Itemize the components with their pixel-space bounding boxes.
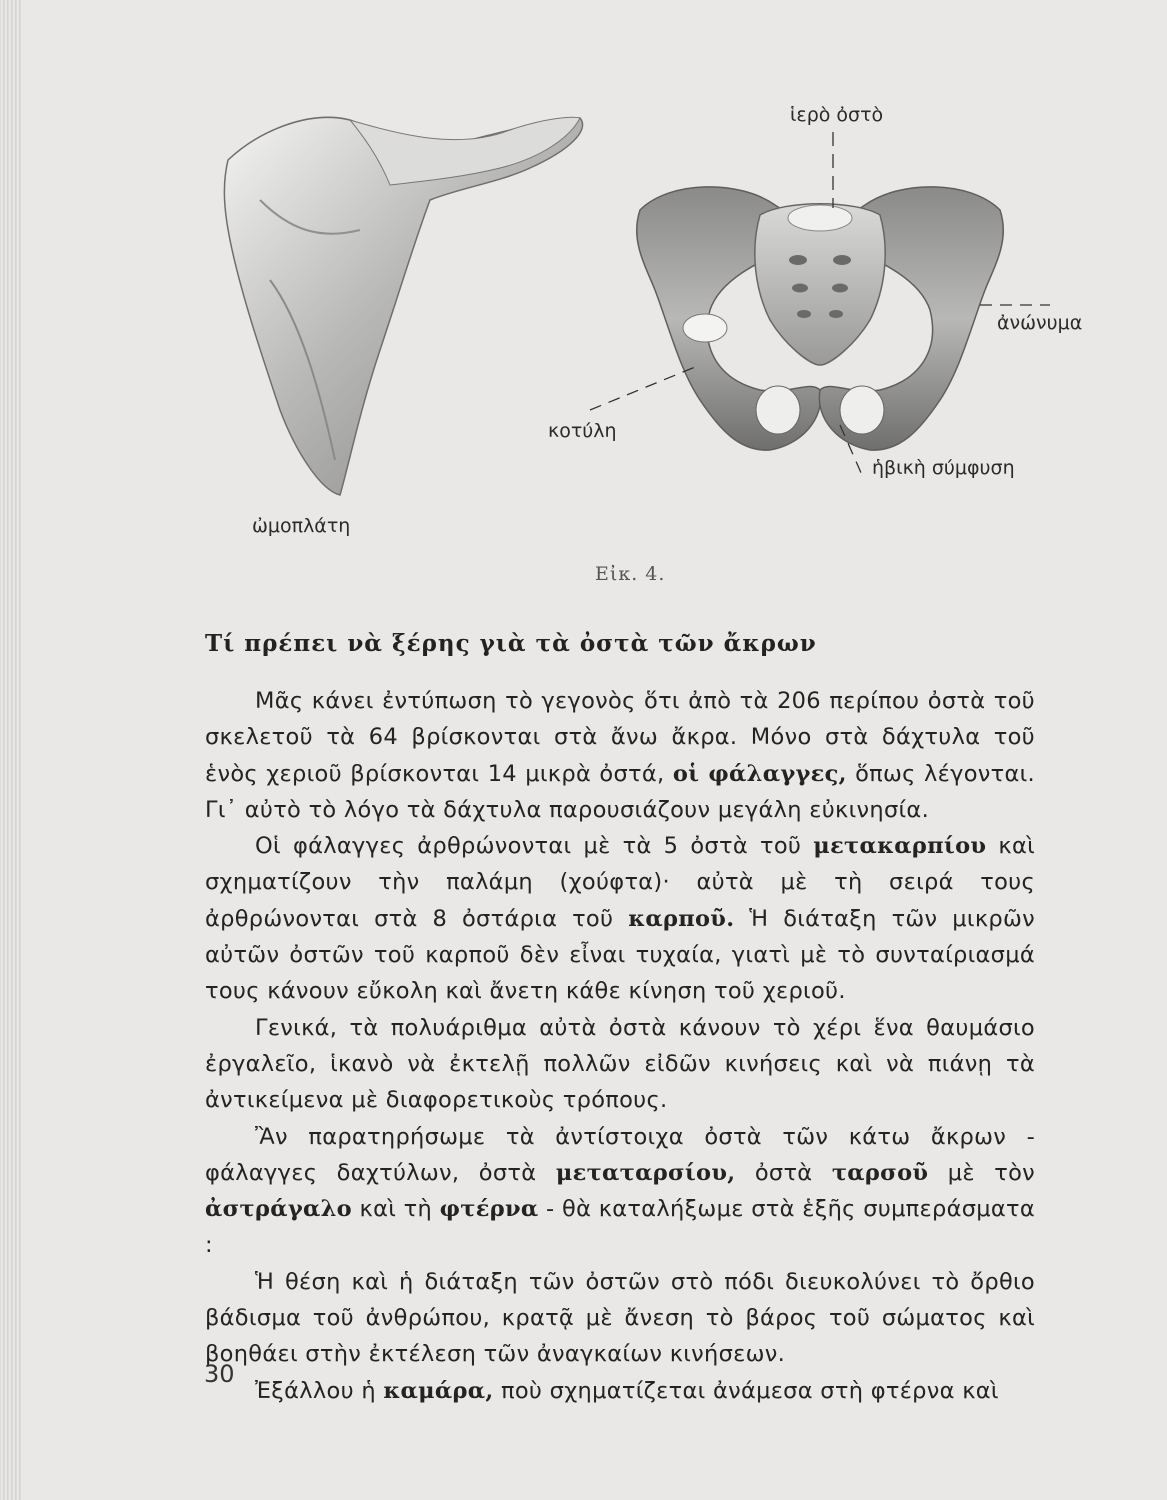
acetabulum-label: κοτύλη [548,420,617,442]
figure-caption: Εἰκ. 4. [595,563,666,585]
pubic-symphysis-label: ἡβικὴ σύμφυση [872,457,1015,479]
body-text [205,683,1035,1409]
text-run: ὅπως λέγονται. Γι᾽ αὐτὸ τὸ λόγο τὰ δάχτυλα παρουσιάζουν μεγάλη εὐκινησία. [205,760,1035,823]
paragraph [205,1119,1035,1264]
hip-bone-label: ἀνώνυμα [997,312,1083,334]
pelvis-shape [637,187,1004,450]
bold-term: μετακαρπίου [813,833,987,860]
bone-illustration [200,90,1083,560]
text-run: Ἐξάλλου ἡ [255,1377,384,1404]
page-number: 30 [204,1360,235,1388]
text-run: ὀστὰ [735,1159,832,1186]
text-run: Μᾶς κάνει ἐντύπωση τὸ γεγονὸς ὅτι ἀπὸ τὰ 206 περίπου ὀστὰ τοῦ σκελετοῦ τὰ 64 βρίσκονται στὰ ἄνω ἄκρα. Μόνο στὰ δάχτυλα τοῦ ἑνὸς χεριοῦ βρίσκονται 14 μικρὰ ὀστά, [205,688,1035,787]
bold-term: οἱ φάλαγγες, [672,760,847,787]
paragraph [205,828,1035,1009]
bold-term: μεταταρσίου, [555,1159,736,1186]
text-run: Γενικά, τὰ πολυάριθμα αὐτὰ ὀστὰ κάνουν τὸ χέρι ἕνα θαυμάσιο ἐργαλεῖο, ἱκανὸ νὰ ἐκτελῇ πολλῶν εἰδῶν κινήσεις καὶ νὰ πιάνῃ τὰ ἀντικείμενα μὲ διαφορετικοὺς τρόπους. [205,1014,1035,1114]
text-run: - θὰ καταλήξωμε στὰ ἑξῆς συμπεράσματα : [205,1196,1035,1259]
scapula-label: ὠμοπλάτη [252,515,351,537]
scapula-shape [224,117,582,495]
text-run: Ἡ διάταξη τῶν μικρῶν αὐτῶν ὀστῶν τοῦ καρποῦ δὲν εἶναι τυχαία, γιατὶ μὲ τὸ συνταίριασμά τους κάνουν εὔκολη καὶ ἄνετη κάθε κίνηση τοῦ χεριοῦ. [205,905,1035,1005]
text-run: Οἱ φάλαγγες ἀρθρώνονται μὲ τὰ 5 ὀστὰ τοῦ [255,833,814,860]
text-run: καὶ σχηματίζουν τὴν παλάμη (χούφτα)· αὐτὰ μὲ τὴ σειρά τους ἀρθρώνονται στὰ 8 ὀστάρια τοῦ [205,833,1035,932]
section-heading: Τί πρέπει νὰ ξέρης γιὰ τὰ ὀστὰ τῶν ἄκρων [205,630,817,657]
bold-term: καρποῦ. [628,905,735,932]
bold-term: φτέρνα [439,1196,539,1223]
bone-drawing [200,90,1083,560]
text-run: μὲ τὸν [928,1159,1036,1186]
text-run: Ἡ θέση καὶ ἡ διάταξη τῶν ὀστῶν στὸ πόδι διευκολύνει τὸ ὄρθιο βάδισμα τοῦ ἀνθρώπου, κρατᾷ μὲ ἄνεση τὸ βάρος τοῦ σώματος καὶ βοηθάει στὴν ἐκτέλεση τῶν ἀναγκαίων κινήσεων. [205,1268,1035,1368]
paragraph [205,1264,1035,1373]
text-run: Ἂν παρατηρήσωμε τὰ ἀντίστοιχα ὀστὰ τῶν κάτω ἄκρων - φάλαγγες δαχτύλων, ὀστὰ [205,1123,1035,1186]
paragraph [205,1010,1035,1119]
text-run: ποὺ σχηματίζεται ἀνάμεσα στὴ φτέρνα καὶ [493,1377,999,1404]
paragraph [205,683,1035,828]
page-edge [0,0,22,1500]
bold-term: καμάρα, [383,1377,494,1404]
bold-term: ἀστράγαλο [205,1196,352,1223]
text-run: καὶ τὴ [351,1196,440,1223]
bold-term: ταρσοῦ [831,1159,929,1186]
paragraph [205,1373,1035,1409]
sacrum-label: ἱερὸ ὀστὸ [790,104,884,126]
